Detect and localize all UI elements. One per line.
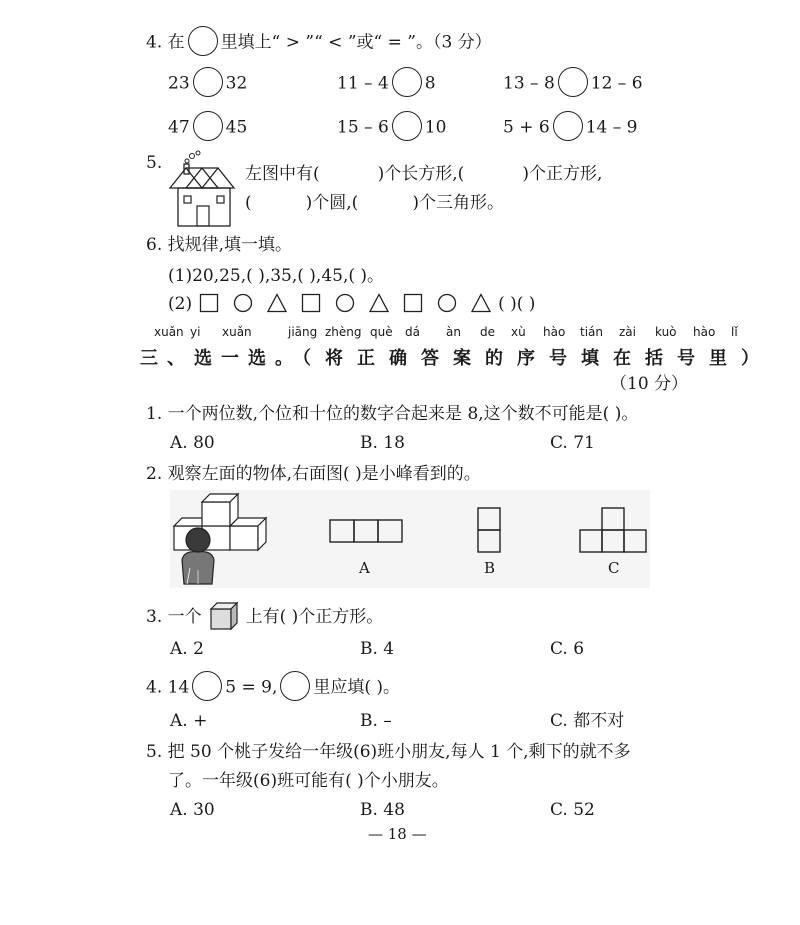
s2-text: 观察左面的物体,右面图( )是小峰看到的。 <box>167 464 481 484</box>
s5-option-c[interactable]: C. 52 <box>550 800 595 820</box>
answer-circle[interactable] <box>392 111 422 141</box>
q5-text: 左图中有( <box>245 164 320 184</box>
q4-item-left: 23 <box>168 73 190 94</box>
pinyin-syllable: àn <box>446 325 461 339</box>
s4-option-c[interactable]: C. 都不对 <box>550 711 625 731</box>
q4-item-2 <box>337 71 436 97</box>
s4-text: 5 = 9, <box>225 677 278 698</box>
triangle-icon <box>471 293 491 313</box>
q6-title: 找规律,填一填。 <box>167 235 293 255</box>
q4-item-6 <box>503 115 637 141</box>
s1-option-c[interactable]: C. 71 <box>550 433 595 453</box>
pinyin-syllable: de <box>480 325 495 339</box>
q5-text: )个长方形,( <box>377 164 465 184</box>
q4-item-left: 11 – 4 <box>337 73 389 94</box>
answer-circle[interactable] <box>193 67 223 97</box>
s4-stem <box>146 675 400 701</box>
q5-text: )个正方形, <box>522 164 603 184</box>
q6-part-1: (1)20,25,( ),35,( ),45,( )。 <box>168 266 385 286</box>
q5-number: 5. <box>146 153 163 173</box>
s5-option-a[interactable]: A. 30 <box>170 800 215 820</box>
section-3-title <box>140 344 773 370</box>
q4-item-1 <box>168 71 247 97</box>
pinyin-syllable: què <box>370 325 393 339</box>
q4-item-4 <box>168 115 247 141</box>
s4-text: 里应填( )。 <box>313 677 401 698</box>
q6-number: 6. <box>146 235 163 255</box>
s1-text: 一个两位数,个位和十位的数字合起来是 8,这个数不可能是( )。 <box>167 404 639 424</box>
pinyin-syllable: jiāng <box>288 325 318 339</box>
cube-icon <box>209 601 239 631</box>
circle-icon <box>437 293 457 313</box>
s5-option-b[interactable]: B. 48 <box>360 800 405 820</box>
s4-number: 4. <box>146 677 163 698</box>
q4-stem <box>146 30 492 56</box>
pinyin-syllable: lǐ <box>731 325 738 339</box>
q4-item-right: 45 <box>225 117 248 138</box>
pinyin-syllable: kuò <box>655 325 677 339</box>
q4-item-left: 5 + 6 <box>503 117 550 138</box>
q4-item-5 <box>337 115 446 141</box>
circle-icon <box>335 293 355 313</box>
s3-number: 3. <box>146 607 163 627</box>
s1-option-a[interactable]: A. 80 <box>170 433 215 453</box>
pinyin-syllable: tián <box>580 325 603 339</box>
s2-stem <box>146 463 481 485</box>
pinyin-syllable: zài <box>619 325 636 339</box>
q4-intro-rest: 里填上“ > ”“ < ”或“ = ”。（3 分） <box>220 32 492 53</box>
triangle-icon <box>267 293 287 313</box>
pinyin-syllable: zhèng <box>325 325 362 339</box>
answer-circle[interactable] <box>553 111 583 141</box>
q6-stem <box>146 234 292 256</box>
square-icon <box>301 293 321 313</box>
answer-circle[interactable] <box>558 67 588 97</box>
q6-part-2-blanks[interactable]: ( )( ) <box>498 294 536 314</box>
s3-option-b[interactable]: B. 4 <box>360 639 395 659</box>
s2-label-b[interactable]: B <box>484 559 496 577</box>
s4-text: 14 <box>167 677 190 698</box>
q4-item-3 <box>503 71 643 97</box>
house-figure <box>168 150 240 230</box>
s1-stem <box>146 403 638 425</box>
q5-text: )个圆,( <box>305 193 359 213</box>
square-icon <box>403 293 423 313</box>
child-figure <box>182 528 214 584</box>
pinyin-syllable: xuǎn <box>222 325 252 339</box>
s4-option-a[interactable]: A. + <box>170 711 208 731</box>
shape-sequence <box>192 294 498 314</box>
section-3-instruction: （将正确答案的序号填在括号里） <box>302 348 773 369</box>
s1-option-b[interactable]: B. 18 <box>360 433 405 453</box>
pinyin-syllable: dá <box>405 325 420 339</box>
section-3-heading: 三、选一选。 <box>140 348 302 369</box>
answer-circle[interactable] <box>392 67 422 97</box>
circle-icon <box>233 293 253 313</box>
s3-text-rest: 上有( )个正方形。 <box>245 607 384 627</box>
pinyin-syllable: yi <box>190 325 201 339</box>
q4-item-left: 15 – 6 <box>337 117 389 138</box>
q4-item-right: 12 – 6 <box>590 73 643 94</box>
q5-line-1 <box>245 163 602 185</box>
q5-line-2 <box>245 192 504 214</box>
s2-label-a[interactable]: A <box>359 559 370 577</box>
answer-circle[interactable] <box>193 111 223 141</box>
s5-line-1: 把 50 个桃子发给一年级(6)班小朋友,每人 1 个,剩下的就不多 <box>167 742 631 762</box>
pinyin-syllable: hào <box>693 325 716 339</box>
circle-blank-icon <box>188 26 218 56</box>
square-icon <box>199 293 219 313</box>
answer-circle[interactable] <box>192 671 222 701</box>
q4-intro: 在 <box>167 32 185 53</box>
q5-text: ( <box>245 193 252 213</box>
q4-number: 4. <box>146 32 163 53</box>
s5-number: 5. <box>146 742 163 762</box>
s5-stem <box>146 741 631 763</box>
pinyin-syllable: xuǎn <box>154 325 184 339</box>
q4-item-right: 14 – 9 <box>585 117 638 138</box>
q4-item-left: 47 <box>168 117 190 138</box>
q6-part-2-label: (2) <box>168 294 193 314</box>
s1-number: 1. <box>146 404 163 424</box>
s3-stem <box>146 604 383 631</box>
pinyin-syllable: hào <box>543 325 566 339</box>
s5-line-2: 了。一年级(6)班可能有( )个小朋友。 <box>168 771 449 791</box>
s3-option-c[interactable]: C. 6 <box>550 639 585 659</box>
s2-figure-panel <box>170 490 650 588</box>
q4-item-right: 32 <box>225 73 248 94</box>
q5-text: )个三角形。 <box>412 193 504 213</box>
pinyin-syllable: xù <box>511 325 526 339</box>
q6-part-2 <box>168 293 535 315</box>
q4-item-left: 13 – 8 <box>503 73 555 94</box>
s3-text: 一个 <box>167 607 202 627</box>
q4-item-right: 8 <box>424 73 436 94</box>
section-3-score: （10 分） <box>610 374 689 394</box>
q4-item-right: 10 <box>424 117 447 138</box>
triangle-icon <box>369 293 389 313</box>
s2-number: 2. <box>146 464 163 484</box>
s2-label-c[interactable]: C <box>608 559 620 577</box>
s4-option-b[interactable]: B. – <box>360 711 392 731</box>
circle-blank-icon <box>280 671 310 701</box>
page-number: — 18 — <box>368 825 427 843</box>
s3-option-a[interactable]: A. 2 <box>170 639 204 659</box>
